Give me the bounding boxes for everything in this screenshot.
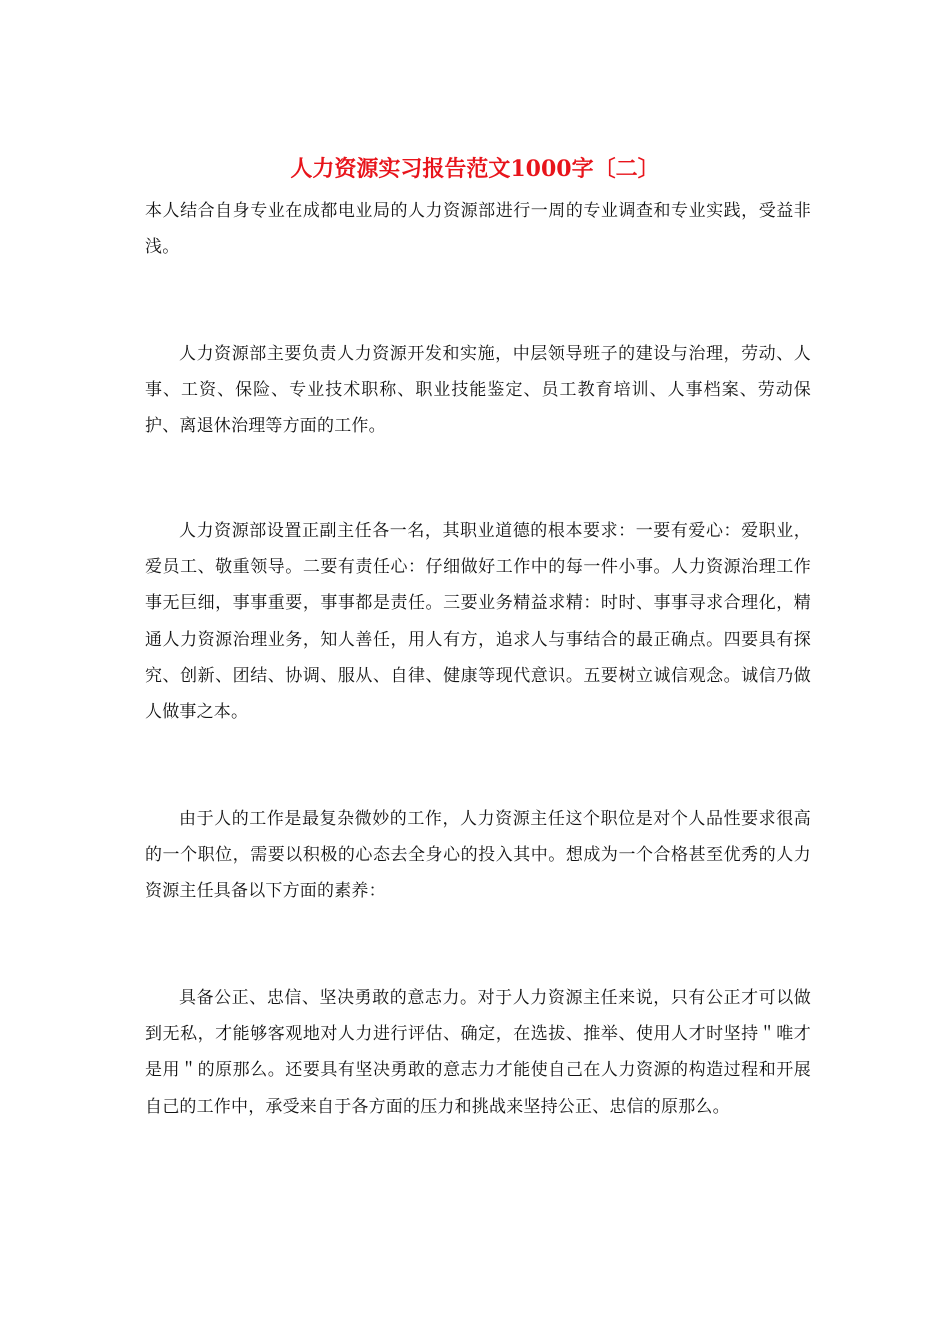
paragraph-ethics-requirements: 人力资源部设置正副主任各一名，其职业道德的根本要求：一要有爱心：爱职业，爱员工、敬重领导。二要有责任心：仔细做好工作中的每一件小事。人力资源治理工作事无巨细，事事重要，事事都是责任。三要业务精益求精：时时、事事寻求合理化，精通人力资源治理业务，知人善任，用人有方，追求人与事结合的最正确点。四要具有探究、创新、团结、协调、服从、自律、健康等现代意识。五要树立诚信观念。诚信乃做人做事之本。 <box>145 521 811 723</box>
paragraph-fairness-willpower: 具备公正、忠信、坚决勇敢的意志力。对于人力资源主任来说，只有公正才可以做到无私，才能够客观地对人力进行评估、确定，在选拔、推举、使用人才时坚持＂唯才是用＂的原那么。还要具有坚决勇敢的意志力才能使自己在人力资源的构造过程和开展自己的工作中，承受来自于各方面的压力和挑战来坚持公正、忠信的原那么。 <box>145 988 811 1117</box>
paragraph-department-duties: 人力资源部主要负责人力资源开发和实施，中层领导班子的建设与治理，劳动、人事、工资、保险、专业技术职称、职业技能鉴定、员工教育培训、人事档案、劳动保护、离退休治理等方面的工作。 <box>145 344 811 437</box>
paragraph-intro: 本人结合自身专业在成都电业局的人力资源部进行一周的专业调查和专业实践，受益非浅。 <box>145 201 811 258</box>
paragraph-director-qualities: 由于人的工作是最复杂微妙的工作，人力资源主任这个职位是对个人品性要求很高的一个职位，需要以积极的心态去全身心的投入其中。想成为一个合格甚至优秀的人力资源主任具备以下方面的素养： <box>145 809 811 902</box>
document-title: 人力资源实习报告范文1000字〔二〕 <box>290 156 660 182</box>
